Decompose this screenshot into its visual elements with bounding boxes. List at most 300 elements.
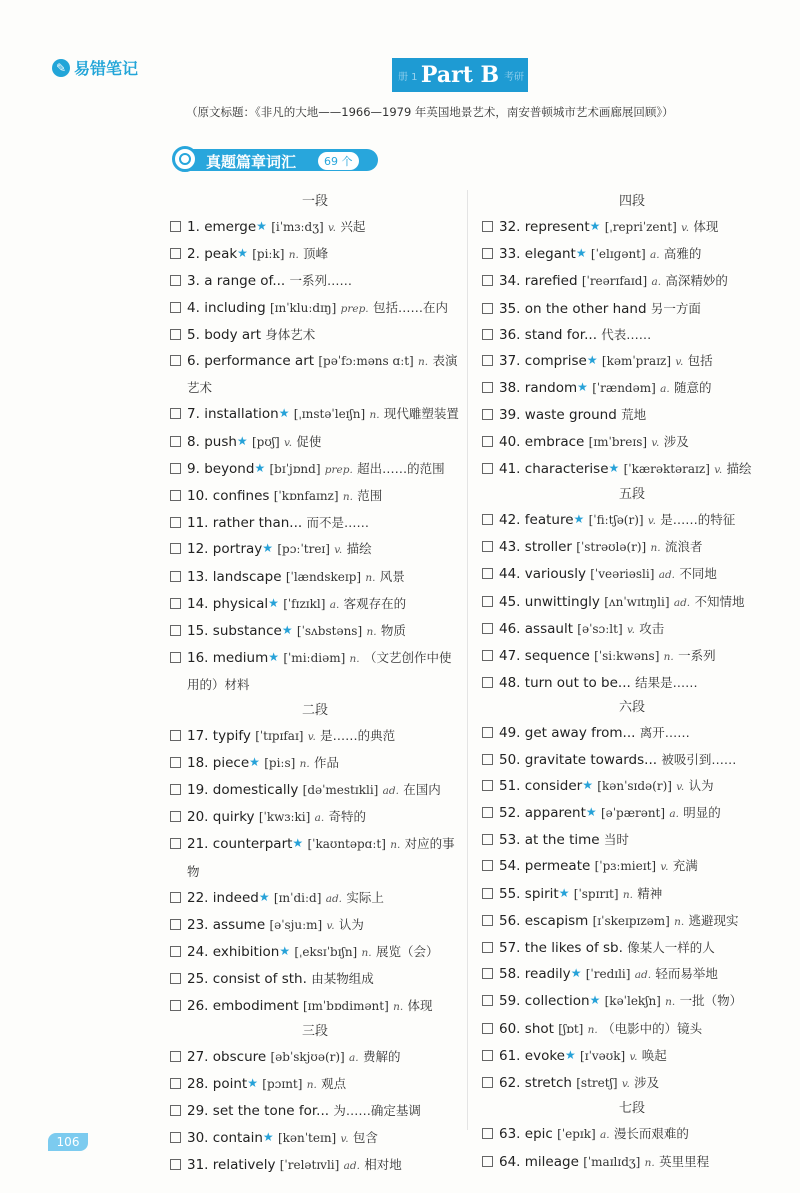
vocab-number: 22. bbox=[187, 889, 209, 906]
vocab-meaning: 轻而易举地 bbox=[655, 966, 718, 982]
vocab-item bbox=[482, 296, 782, 322]
vocab-phonetic: [ˈsʌbstəns] bbox=[296, 624, 363, 639]
star-icon: ★ bbox=[268, 595, 279, 610]
star-icon: ★ bbox=[254, 460, 266, 475]
vocab-entry bbox=[187, 536, 460, 563]
star-icon: ★ bbox=[256, 219, 267, 233]
checkbox[interactable] bbox=[482, 275, 493, 286]
checkbox[interactable] bbox=[482, 568, 493, 579]
vocab-entry bbox=[499, 375, 782, 402]
vocab-number: 18. bbox=[187, 754, 209, 771]
checkbox[interactable] bbox=[170, 1000, 181, 1011]
vocab-number: 26. bbox=[187, 997, 209, 1014]
vocab-meaning: 体现 bbox=[693, 219, 719, 234]
vocab-meaning: 为……确定基调 bbox=[333, 1103, 421, 1119]
vocab-meaning: 一系列…… bbox=[289, 273, 353, 289]
vocab-number: 17. bbox=[187, 727, 209, 744]
vocab-item bbox=[170, 564, 460, 591]
vocab-entry bbox=[187, 831, 460, 884]
vocab-item bbox=[170, 1044, 460, 1071]
vocab-word: get away from... bbox=[524, 725, 636, 742]
paragraph-heading: 四段 bbox=[618, 194, 645, 209]
vocab-entry bbox=[187, 750, 460, 777]
checkbox[interactable] bbox=[482, 860, 493, 871]
vocab-item bbox=[170, 777, 460, 804]
checkbox[interactable] bbox=[170, 625, 181, 636]
vocab-phonetic: [əbˈskjʊə(r)] bbox=[270, 1049, 345, 1064]
paragraph-heading: 一段 bbox=[301, 194, 328, 209]
vocab-pos: v. bbox=[714, 463, 723, 476]
checkbox[interactable] bbox=[170, 543, 181, 554]
vocab-word: spirit bbox=[524, 885, 559, 902]
vocab-pos: v. bbox=[307, 730, 316, 743]
checkbox[interactable] bbox=[482, 221, 493, 232]
vocab-word: sequence bbox=[524, 648, 590, 665]
vocab-number: 43. bbox=[499, 539, 521, 556]
vocab-phonetic: [ˈsiːkwəns] bbox=[594, 649, 660, 664]
vocab-meaning: 不知情地 bbox=[694, 593, 745, 609]
vocab-meaning: 顶峰 bbox=[303, 246, 329, 262]
checkbox[interactable] bbox=[170, 571, 181, 582]
vocab-entry bbox=[499, 561, 782, 588]
checkbox[interactable] bbox=[170, 517, 181, 528]
vocab-phonetic: [piːk] bbox=[252, 247, 285, 262]
vocab-phonetic: [ˈkwɜːki] bbox=[258, 810, 311, 825]
checkbox[interactable] bbox=[482, 727, 493, 738]
vocab-word: assume bbox=[212, 917, 266, 934]
vocab-pos: v. bbox=[327, 222, 337, 234]
vocab-meaning: 对应的事物 bbox=[187, 836, 455, 879]
checkbox[interactable] bbox=[482, 514, 493, 525]
checkbox[interactable] bbox=[170, 302, 181, 313]
vocab-item bbox=[170, 723, 460, 750]
vocab-pos: ad. bbox=[634, 969, 652, 982]
vocab-section-header bbox=[172, 146, 378, 174]
vocab-entry bbox=[187, 295, 460, 322]
vocab-item bbox=[482, 268, 782, 295]
vocab-meaning: 不同地 bbox=[679, 566, 717, 582]
vocab-pos: ad. bbox=[343, 1159, 360, 1172]
vocab-phonetic: [dəˈmestɪkli] bbox=[302, 783, 379, 798]
vocab-phonetic: [kəˈlekʃn] bbox=[604, 994, 661, 1009]
vocab-entry bbox=[187, 645, 460, 698]
star-icon: ★ bbox=[236, 433, 248, 448]
vocab-entry bbox=[499, 1016, 782, 1043]
vocab-phonetic: [ˈlændskeɪp] bbox=[285, 569, 362, 584]
vocab-meaning: 由某物组成 bbox=[311, 971, 374, 987]
vocab-word: consider bbox=[524, 777, 583, 794]
checkbox[interactable] bbox=[482, 382, 493, 393]
vocab-entry bbox=[499, 747, 782, 773]
star-icon: ★ bbox=[582, 777, 593, 792]
vocab-meaning: 是……的特征 bbox=[660, 512, 736, 528]
vocab-number: 41. bbox=[499, 460, 521, 477]
checkbox[interactable] bbox=[482, 596, 493, 607]
vocab-number: 48. bbox=[499, 675, 521, 692]
vocab-pos: prep. bbox=[340, 302, 369, 315]
vocab-meaning: 充满 bbox=[672, 858, 698, 874]
vocab-meaning: 离开…… bbox=[639, 725, 690, 741]
vocab-phonetic: [ɪˈskeɪpɪzəm] bbox=[592, 913, 670, 928]
vocab-entry bbox=[187, 1044, 460, 1071]
vocab-word: quirky bbox=[212, 809, 255, 826]
vocab-item bbox=[482, 720, 782, 746]
checkbox[interactable] bbox=[482, 541, 493, 552]
vocab-word: epic bbox=[524, 1126, 553, 1143]
vocab-item bbox=[170, 1152, 460, 1179]
checkbox[interactable] bbox=[482, 942, 493, 953]
vocab-phonetic: [ˌeksɪˈbɪʃn] bbox=[294, 945, 358, 960]
vocab-word: escapism bbox=[524, 912, 589, 929]
vocab-item bbox=[482, 853, 782, 880]
vocab-item bbox=[482, 429, 782, 456]
star-icon: ★ bbox=[281, 623, 293, 638]
vocab-phonetic: [ˈmiːdiəm] bbox=[283, 651, 346, 666]
vocab-phonetic: [ˈmaɪlɪdʒ] bbox=[583, 1154, 641, 1169]
checkbox[interactable] bbox=[170, 1159, 181, 1170]
vocab-pos: a. bbox=[329, 598, 340, 611]
vocab-entry bbox=[499, 402, 782, 428]
vocab-pos: n. bbox=[306, 1079, 317, 1092]
vocab-word: physical bbox=[212, 595, 269, 612]
vocab-meaning: 涉及 bbox=[634, 1075, 660, 1091]
vocab-meaning: 代表…… bbox=[601, 326, 652, 342]
vocab-meaning: 逃避现实 bbox=[688, 912, 739, 928]
vocab-entry bbox=[499, 268, 782, 295]
vocab-word: piece bbox=[212, 754, 250, 771]
vocab-pos: a. bbox=[349, 1051, 359, 1064]
checkbox[interactable] bbox=[170, 490, 181, 501]
checkbox[interactable] bbox=[170, 919, 181, 930]
vocab-word: rarefied bbox=[524, 273, 578, 290]
vocab-meaning: 包含 bbox=[352, 1129, 378, 1145]
checkbox[interactable] bbox=[482, 650, 493, 661]
vocab-pos: a. bbox=[314, 812, 325, 825]
vocab-word: indeed bbox=[212, 889, 259, 906]
checkbox[interactable] bbox=[170, 652, 181, 663]
vocab-entry bbox=[499, 800, 782, 827]
vocab-item bbox=[482, 561, 782, 588]
vocab-meaning: 被吸引到…… bbox=[661, 751, 737, 767]
vocab-item bbox=[482, 1149, 782, 1176]
vocab-entry bbox=[499, 429, 782, 456]
vocab-meaning: 现代雕塑装置 bbox=[383, 406, 459, 422]
vocab-meaning: 物质 bbox=[380, 623, 406, 639]
vocab-phonetic: [stretʃ] bbox=[576, 1076, 618, 1091]
vocab-pos: n. bbox=[587, 1023, 598, 1036]
section-title: 真题篇章词汇 bbox=[206, 153, 297, 171]
vocab-item bbox=[170, 429, 460, 456]
vocab-number: 29. bbox=[187, 1103, 209, 1120]
vocab-pos: v. bbox=[629, 1050, 638, 1063]
vocab-item bbox=[170, 401, 460, 428]
vocab-entry bbox=[187, 322, 460, 348]
vocab-pos: v. bbox=[675, 356, 684, 369]
vocab-entry bbox=[499, 296, 782, 322]
checkbox[interactable] bbox=[482, 888, 493, 899]
vocab-word: unwittingly bbox=[524, 593, 600, 610]
vocab-phonetic: [ˈkaʊntəpɑːt] bbox=[307, 837, 386, 852]
vocab-meaning: 流浪者 bbox=[664, 539, 703, 555]
vocab-entry bbox=[499, 1070, 782, 1097]
vocab-meaning: 客观存在的 bbox=[343, 595, 407, 611]
vocab-phonetic: [ˈreərɪfaɪd] bbox=[581, 274, 648, 289]
vocab-number: 47. bbox=[499, 648, 521, 665]
star-icon: ★ bbox=[608, 460, 620, 475]
vocab-number: 63. bbox=[499, 1126, 521, 1143]
checkbox[interactable] bbox=[170, 892, 181, 903]
checkbox[interactable] bbox=[170, 946, 181, 957]
vocab-number: 6. bbox=[187, 353, 200, 370]
vocab-item bbox=[170, 618, 460, 645]
vocab-entry bbox=[187, 591, 460, 618]
checkbox[interactable] bbox=[170, 757, 181, 768]
vocab-phonetic: [əˈpærənt] bbox=[600, 806, 666, 821]
vocab-meaning: 身体艺术 bbox=[265, 326, 316, 342]
vocab-number: 33. bbox=[499, 246, 521, 263]
vocab-word: stretch bbox=[524, 1075, 572, 1092]
checkbox[interactable] bbox=[482, 1077, 493, 1088]
vocab-item bbox=[170, 645, 460, 698]
checkbox[interactable] bbox=[482, 968, 493, 979]
vocab-number: 7. bbox=[187, 406, 200, 423]
checkbox[interactable] bbox=[170, 838, 181, 849]
checkbox[interactable] bbox=[482, 436, 493, 447]
vocab-meaning: 荒地 bbox=[621, 407, 647, 423]
star-icon: ★ bbox=[278, 406, 290, 421]
vocab-word: apparent bbox=[524, 805, 586, 822]
vocab-phonetic: [ˈfiːtʃə(r)] bbox=[588, 513, 644, 528]
checkbox[interactable] bbox=[482, 623, 493, 634]
vocab-phonetic: [ˈkærəktəraɪz] bbox=[623, 461, 710, 476]
star-icon: ★ bbox=[586, 353, 598, 368]
vocab-number: 1. bbox=[187, 219, 200, 235]
vocab-meaning: 随意的 bbox=[673, 380, 712, 396]
vocab-entry bbox=[499, 1149, 782, 1176]
checkbox[interactable] bbox=[170, 1051, 181, 1062]
vocab-number: 32. bbox=[499, 219, 521, 235]
vocab-item bbox=[170, 483, 460, 510]
checkbox[interactable] bbox=[482, 409, 493, 420]
vocab-meaning: 像某人一样的人 bbox=[627, 940, 715, 956]
vocab-entry bbox=[499, 348, 782, 375]
checkbox[interactable] bbox=[170, 1078, 181, 1089]
vocab-number: 42. bbox=[499, 512, 521, 529]
vocab-word: shot bbox=[524, 1020, 554, 1037]
vocab-word: gravitate towards... bbox=[524, 751, 658, 768]
vocab-phonetic: [ˈspɪrɪt] bbox=[573, 886, 619, 901]
paragraph-heading: 二段 bbox=[301, 702, 328, 718]
vocab-number: 24. bbox=[187, 944, 209, 961]
vocab-word: permeate bbox=[524, 858, 591, 875]
vocab-word: mileage bbox=[524, 1153, 579, 1170]
vocab-word: domestically bbox=[212, 782, 299, 799]
vocab-word: embrace bbox=[524, 433, 585, 450]
vocab-pos: n. bbox=[342, 491, 353, 504]
vocab-item bbox=[170, 322, 460, 348]
checkbox[interactable] bbox=[170, 598, 181, 609]
checkbox[interactable] bbox=[482, 1156, 493, 1167]
vocab-phonetic: [əˈsjuːm] bbox=[269, 918, 323, 933]
vocab-meaning: 展览（会） bbox=[375, 944, 439, 960]
checkbox[interactable] bbox=[482, 303, 493, 314]
vocab-meaning: 体现 bbox=[407, 997, 433, 1013]
vocab-item bbox=[170, 1098, 460, 1124]
vocab-item bbox=[482, 456, 782, 483]
vocab-meaning: （电影中的）镜头 bbox=[602, 1020, 703, 1036]
checkbox[interactable] bbox=[170, 329, 181, 340]
vocab-phonetic: [kənˈteɪn] bbox=[277, 1130, 337, 1145]
checkbox[interactable] bbox=[170, 1105, 181, 1116]
vocab-entry bbox=[187, 348, 460, 401]
vocab-phonetic: [ˈveəriəsli] bbox=[590, 567, 655, 582]
vocab-item bbox=[170, 214, 460, 241]
star-icon: ★ bbox=[268, 650, 280, 665]
vocab-word: portray bbox=[212, 541, 263, 558]
vocab-word: the likes of sb. bbox=[524, 940, 623, 957]
vocab-item bbox=[170, 1125, 460, 1152]
vocab-number: 62. bbox=[499, 1075, 521, 1092]
vocab-meaning: 包括……在内 bbox=[372, 299, 448, 315]
star-icon: ★ bbox=[564, 1047, 576, 1062]
vocab-word: random bbox=[524, 380, 578, 397]
checkbox[interactable] bbox=[170, 436, 181, 447]
vocab-entry bbox=[499, 241, 782, 268]
vocab-entry bbox=[499, 988, 782, 1015]
vocab-word: exhibition bbox=[212, 944, 280, 961]
checkbox[interactable] bbox=[170, 248, 181, 259]
checkbox[interactable] bbox=[482, 329, 493, 340]
checkbox[interactable] bbox=[482, 834, 493, 845]
vocab-phonetic: [ɪˈvəʊk] bbox=[580, 1048, 626, 1063]
vocab-phonetic: [ɪmˈbɒdimənt] bbox=[303, 998, 389, 1013]
vocab-item bbox=[170, 885, 460, 912]
checkbox[interactable] bbox=[170, 973, 181, 984]
vocab-number: 14. bbox=[187, 595, 209, 612]
checkbox[interactable] bbox=[170, 408, 181, 419]
vocab-number: 34. bbox=[499, 273, 521, 290]
vocab-pos: n. bbox=[299, 757, 310, 770]
checkbox[interactable] bbox=[170, 784, 181, 795]
vocab-entry bbox=[499, 720, 782, 746]
vocab-meaning: 高深精妙的 bbox=[665, 273, 728, 289]
vocab-pos: n. bbox=[418, 356, 429, 369]
vocab-word: substance bbox=[212, 623, 282, 640]
vocab-number: 11. bbox=[187, 515, 209, 532]
checkbox[interactable] bbox=[170, 730, 181, 741]
vocab-pos: n. bbox=[288, 249, 299, 262]
vocab-word: turn out to be... bbox=[524, 675, 631, 692]
checkbox[interactable] bbox=[482, 807, 493, 818]
vocab-meaning: 相对地 bbox=[364, 1156, 402, 1172]
vocab-meaning: 是……的典范 bbox=[320, 727, 396, 743]
checkbox[interactable] bbox=[170, 355, 181, 366]
vocab-phonetic: [ˌɪnstəˈleɪʃn] bbox=[293, 407, 366, 422]
vocab-item bbox=[170, 831, 460, 884]
vocab-phonetic: [ˈkɒnfaɪnz] bbox=[273, 489, 339, 504]
vocab-number: 58. bbox=[499, 966, 521, 983]
vocab-phonetic: [kəmˈpraɪz] bbox=[601, 354, 672, 369]
checkbox[interactable] bbox=[482, 754, 493, 765]
vocab-meaning: 明显的 bbox=[683, 805, 721, 821]
vocab-pos: ad. bbox=[673, 596, 691, 609]
vocab-meaning: 观点 bbox=[321, 1076, 347, 1092]
vocab-item bbox=[170, 939, 460, 966]
vocab-meaning: 唤起 bbox=[641, 1047, 667, 1063]
vocab-number: 23. bbox=[187, 917, 209, 934]
vocab-item bbox=[482, 827, 782, 853]
vocab-pos: ad. bbox=[382, 785, 399, 798]
star-icon: ★ bbox=[558, 885, 570, 900]
vocab-entry bbox=[187, 268, 460, 294]
vocab-word: stand for... bbox=[524, 326, 597, 343]
vocab-pos: v. bbox=[284, 436, 293, 449]
vocab-item bbox=[482, 322, 782, 348]
checkbox[interactable] bbox=[482, 1050, 493, 1061]
vocab-meaning: 在国内 bbox=[403, 782, 441, 798]
vocab-phonetic: [bɪˈjɒnd] bbox=[269, 461, 321, 476]
checkbox[interactable] bbox=[170, 463, 181, 474]
vocab-item bbox=[170, 912, 460, 939]
checkbox[interactable] bbox=[482, 677, 493, 688]
vocab-meaning: 认为 bbox=[338, 917, 364, 933]
checkbox[interactable] bbox=[482, 1023, 493, 1034]
checkbox[interactable] bbox=[482, 915, 493, 926]
vocab-phonetic: [pəˈfɔːməns ɑːt] bbox=[318, 354, 414, 369]
vocab-entry bbox=[187, 401, 460, 428]
vocab-pos: a. bbox=[649, 249, 660, 262]
vocab-word: medium bbox=[212, 650, 269, 667]
vocab-meaning: 当时 bbox=[603, 832, 629, 848]
vocab-item bbox=[482, 800, 782, 827]
checkbox[interactable] bbox=[170, 221, 181, 232]
vocab-pos: prep. bbox=[324, 463, 353, 476]
vocab-pos: n. bbox=[644, 1156, 655, 1169]
vocab-number: 30. bbox=[187, 1129, 209, 1146]
checkbox[interactable] bbox=[482, 463, 493, 474]
vocab-phonetic: [əˈsɔːlt] bbox=[577, 621, 623, 636]
checkbox[interactable] bbox=[482, 1128, 493, 1139]
vocab-pos: n. bbox=[365, 571, 376, 584]
vocab-word: installation bbox=[204, 406, 279, 423]
checkbox[interactable] bbox=[170, 275, 181, 286]
star-icon: ★ bbox=[262, 1129, 274, 1144]
checkbox[interactable] bbox=[482, 780, 493, 791]
pencil-icon: ✎ bbox=[52, 59, 70, 77]
vocab-number: 37. bbox=[499, 353, 521, 370]
vocab-entry bbox=[499, 643, 782, 670]
vocab-word: point bbox=[212, 1076, 248, 1093]
page-number: 106 bbox=[48, 1133, 88, 1151]
left-column bbox=[170, 190, 460, 1179]
vocab-phonetic: [pɔɪnt] bbox=[262, 1077, 303, 1092]
vocab-item bbox=[170, 268, 460, 294]
checkbox[interactable] bbox=[170, 1132, 181, 1143]
vocab-meaning: 另一方面 bbox=[650, 300, 701, 316]
checkbox[interactable] bbox=[482, 995, 493, 1006]
vocab-number: 25. bbox=[187, 971, 209, 988]
vocab-entry bbox=[499, 507, 782, 534]
vocab-item bbox=[482, 375, 782, 402]
checkbox[interactable] bbox=[482, 248, 493, 259]
checkbox[interactable] bbox=[170, 811, 181, 822]
vocab-item bbox=[482, 1070, 782, 1097]
vocab-number: 45. bbox=[499, 593, 521, 610]
checkbox[interactable] bbox=[482, 355, 493, 366]
vocab-number: 12. bbox=[187, 541, 209, 558]
vocab-entry bbox=[187, 966, 460, 992]
vocab-item bbox=[482, 589, 782, 616]
